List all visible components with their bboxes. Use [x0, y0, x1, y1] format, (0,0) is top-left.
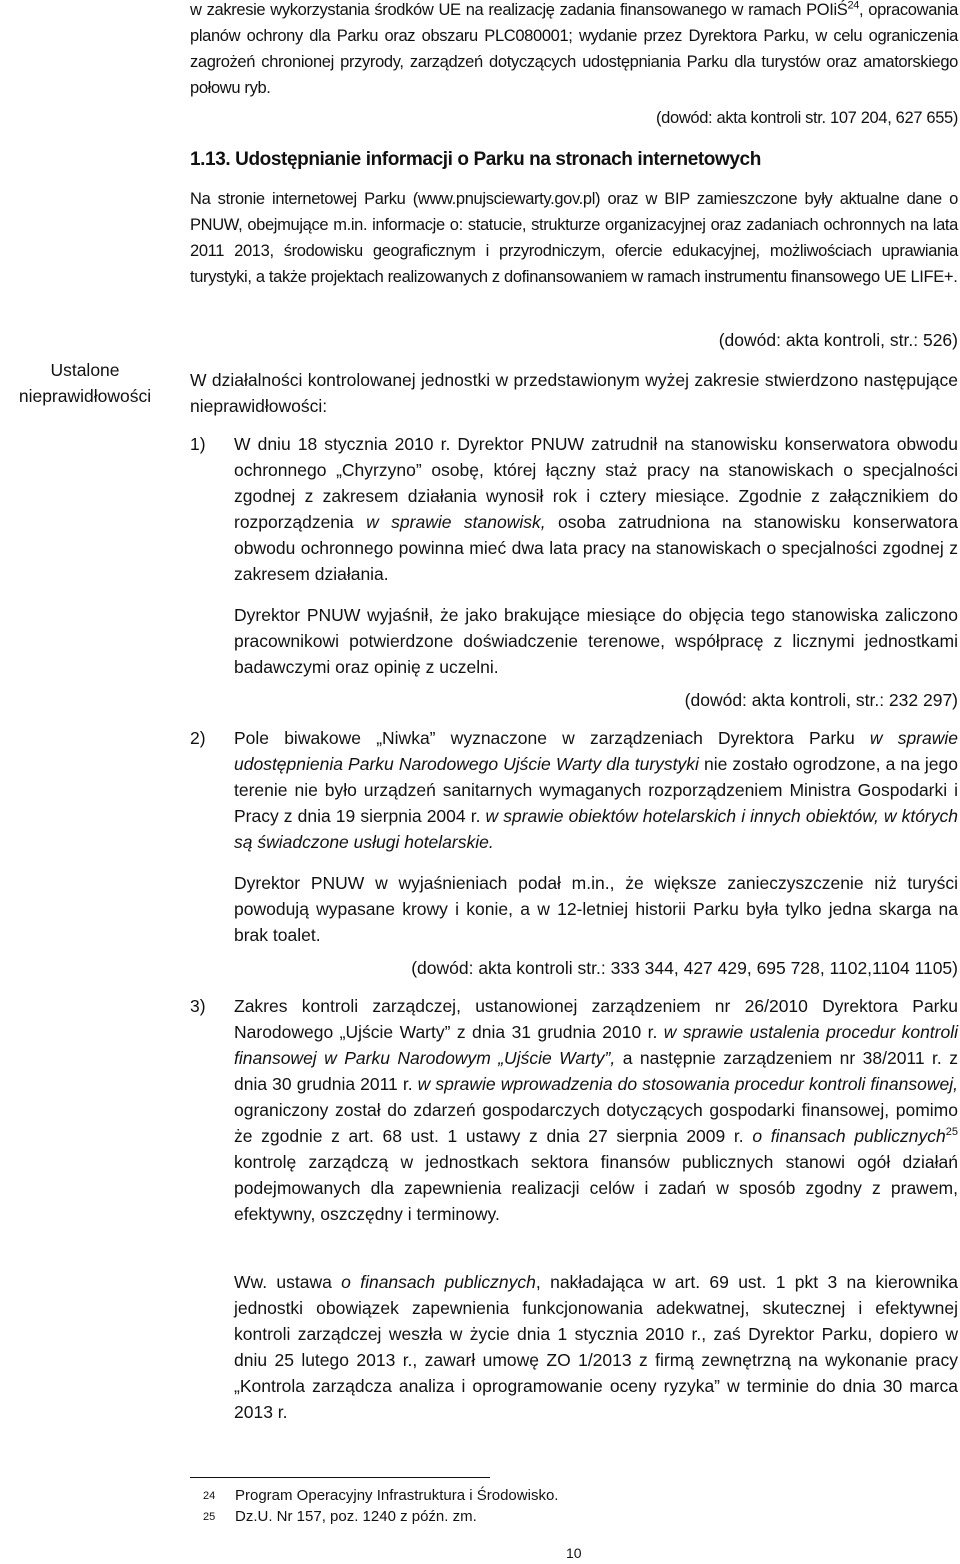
- item-3-expl-b: , nakładająca w art. 69 ust. 1 pkt 3 na kierownika jednostki obowiązek zapewnienia funkcjonowania adekwatnej, skutecznej i efektywnej kontroli zarządczej weszła w życie dnia 1 stycznia 2010 r., zaś Dyrektor Parku, dopiero w dniu 25 lutego 2013 r., zawarł umowę ZO 1/2013 z firmą zewnętrzną na wykonanie pracy „Kontrola zarządcza analiza i oprogramowanie oceny ryzyka” w terminie do dnia 30 marca 2013 r.: [234, 1272, 958, 1422]
- item-3-italic-1: w sprawie ustalenia procedur kontroli finansowej w Parku Narodowym „Ujście Warty”,: [234, 1022, 958, 1068]
- item-1-paragraph: [234, 431, 958, 587]
- footnote-24-text: Program Operacyjny Infrastruktura i Środowisko.: [235, 1487, 559, 1504]
- item-1-number: 1): [190, 434, 206, 454]
- item-3-italic-2: w sprawie wprowadzenia do stosowania procedur kontroli finansowej,: [417, 1074, 958, 1094]
- sidebar-label-line2: nieprawidłowości: [18, 386, 152, 406]
- item-2-italic-1: w sprawie udostępnienia Parku Narodowego Ujście Warty dla turystyki: [234, 728, 958, 774]
- evidence-1: (dowód: akta kontroli str. 107 204, 627 655): [656, 109, 958, 127]
- item-3-number: 3): [190, 996, 206, 1016]
- item-3-text-b: a następnie zarządzeniem nr 38/2011 r. z dnia 30 grudnia 2011 r.: [234, 1048, 958, 1094]
- item-1-italic: w sprawie stanowisk,: [366, 512, 546, 532]
- item-3-text-d: kontrolę zarządczą w jednostkach sektora finansów publicznych stanowi ogół działań podejmowanych dla zapewnienia realizacji celów i zadań w sposób zgodny z prawem, efektywny, oszczędny i terminowy.: [234, 1152, 958, 1224]
- item-2-text-b: nie zostało ogrodzone, a na jego terenie nie było urządzeń sanitarnych wymaganych rozporządzeniem Ministra Gospodarki i Pracy z dnia 19 sierpnia 2004 r.: [234, 754, 958, 826]
- item-2-number: 2): [190, 728, 206, 748]
- footnote-ref-25: 25: [945, 1126, 959, 1139]
- item-3-paragraph: [234, 993, 958, 1227]
- evidence-section: (dowód: akta kontroli, str.: 526): [718, 330, 958, 350]
- item-3-expl-a: Ww. ustawa: [234, 1272, 342, 1292]
- section-heading: 1.13. Udostępnianie informacji o Parku na stronach internetowych: [190, 149, 761, 170]
- intro-paragraph: [190, 0, 958, 101]
- item-3-text-c: ograniczony został do zdarzeń gospodarczych dotyczących gospodarki finansowej, pomimo że zgodnie z art. 68 ust. 1 ustawy z dnia 27 sierpnia 2009 r.: [234, 1100, 958, 1146]
- intro-text-b: , opracowania planów ochrony dla Parku oraz obszaru PLC080001; wydanie przez Dyrektora Parku, w celu ograniczenia zagrożeń chronionej przyrody, zarządzeń dotyczących udostępniania Parku dla turystów oraz amatorskiego połowu ryb.: [190, 1, 958, 97]
- item-2-paragraph: [234, 725, 958, 855]
- item-3-italic-3: o finansach publicznych: [752, 1126, 946, 1146]
- intro-text-a: w zakresie wykorzystania środków UE na realizację zadania finansowanego w ramach POIiŚ: [190, 1, 848, 19]
- item-2-italic-2: w sprawie obiektów hotelarskich i innych obiektów, w których są świadczone usługi hotelarskie.: [234, 806, 958, 852]
- item-1-text-a: W dniu 18 stycznia 2010 r. Dyrektor PNUW zatrudnił na stanowisku konserwatora obwodu ochronnego „Chyrzyno” osobę, której łączny staż pracy na stanowiskach o specjalności zgodnej z zakresem działania wynosił rok i cztery miesiące. Zgodnie z załącznikiem do rozporządzenia: [234, 434, 958, 532]
- sidebar-label: [0, 357, 170, 409]
- item-2-evidence: (dowód: akta kontroli str.: 333 344, 427 429, 695 728, 1102,1104 1105): [411, 958, 958, 978]
- footnote-24: [203, 1486, 903, 1506]
- footnote-25-text: Dz.U. Nr 157, poz. 1240 z późn. zm.: [235, 1508, 477, 1525]
- sidebar-label-line1: Ustalone: [50, 360, 120, 380]
- item-2-text-a: Pole biwakowe „Niwka” wyznaczone w zarządzeniach Dyrektora Parku: [234, 728, 870, 748]
- footnote-ref-24: 24: [847, 0, 859, 12]
- page-number: 10: [566, 1545, 582, 1561]
- footnote-25: [203, 1507, 903, 1527]
- section-paragraph: Na stronie internetowej Parku (www.pnujsciewarty.gov.pl) oraz w BIP zamieszczone były aktualne dane o PNUW, obejmujące m.in. informacje o: statucie, strukturze organizacyjnej oraz zadaniach ochronnych na lata 2011 2013, środowisku geograficznym i przyrodniczym, ofercie edukacyjnej, możliwościach uprawiania turystyki, a także projektach realizowanych z dofinansowaniem w ramach instrumentu finansowego UE LIFE+.: [190, 190, 958, 286]
- footnote-25-number: 25: [203, 1511, 216, 1523]
- findings-intro: W działalności kontrolowanej jednostki w przedstawionym wyżej zakresie stwierdzono następujące nieprawidłowości:: [190, 370, 958, 416]
- item-3-expl-italic: o finansach publicznych: [341, 1272, 536, 1292]
- item-1-text-b: osoba zatrudniona na stanowisku konserwatora obwodu ochronnego powinna mieć dwa lata pracy na stanowiskach o specjalności zgodnej z zakresem działania.: [234, 512, 958, 584]
- item-2-explanation: Dyrektor PNUW w wyjaśnieniach podał m.in., że większe zanieczyszczenie niż turyści powodują wypasane krowy i konie, a w 12-letniej historii Parku była tylko jedna skarga na brak toalet.: [234, 873, 958, 945]
- item-3-explanation: [234, 1269, 958, 1425]
- item-1-explanation: Dyrektor PNUW wyjaśnił, że jako brakujące miesiące do objęcia tego stanowiska zaliczono pracownikowi potwierdzone doświadczenie terenowe, współpracę z licznymi jednostkami badawczymi oraz opinię z uczelni.: [234, 605, 958, 677]
- footnote-24-number: 24: [203, 1490, 216, 1502]
- item-1-evidence: (dowód: akta kontroli, str.: 232 297): [684, 690, 958, 710]
- item-3-text-a: Zakres kontroli zarządczej, ustanowionej zarządzeniem nr 26/2010 Dyrektora Parku Narodowego „Ujście Warty” z dnia 31 grudnia 2010 r.: [234, 996, 958, 1042]
- footnote-separator: [190, 1477, 490, 1478]
